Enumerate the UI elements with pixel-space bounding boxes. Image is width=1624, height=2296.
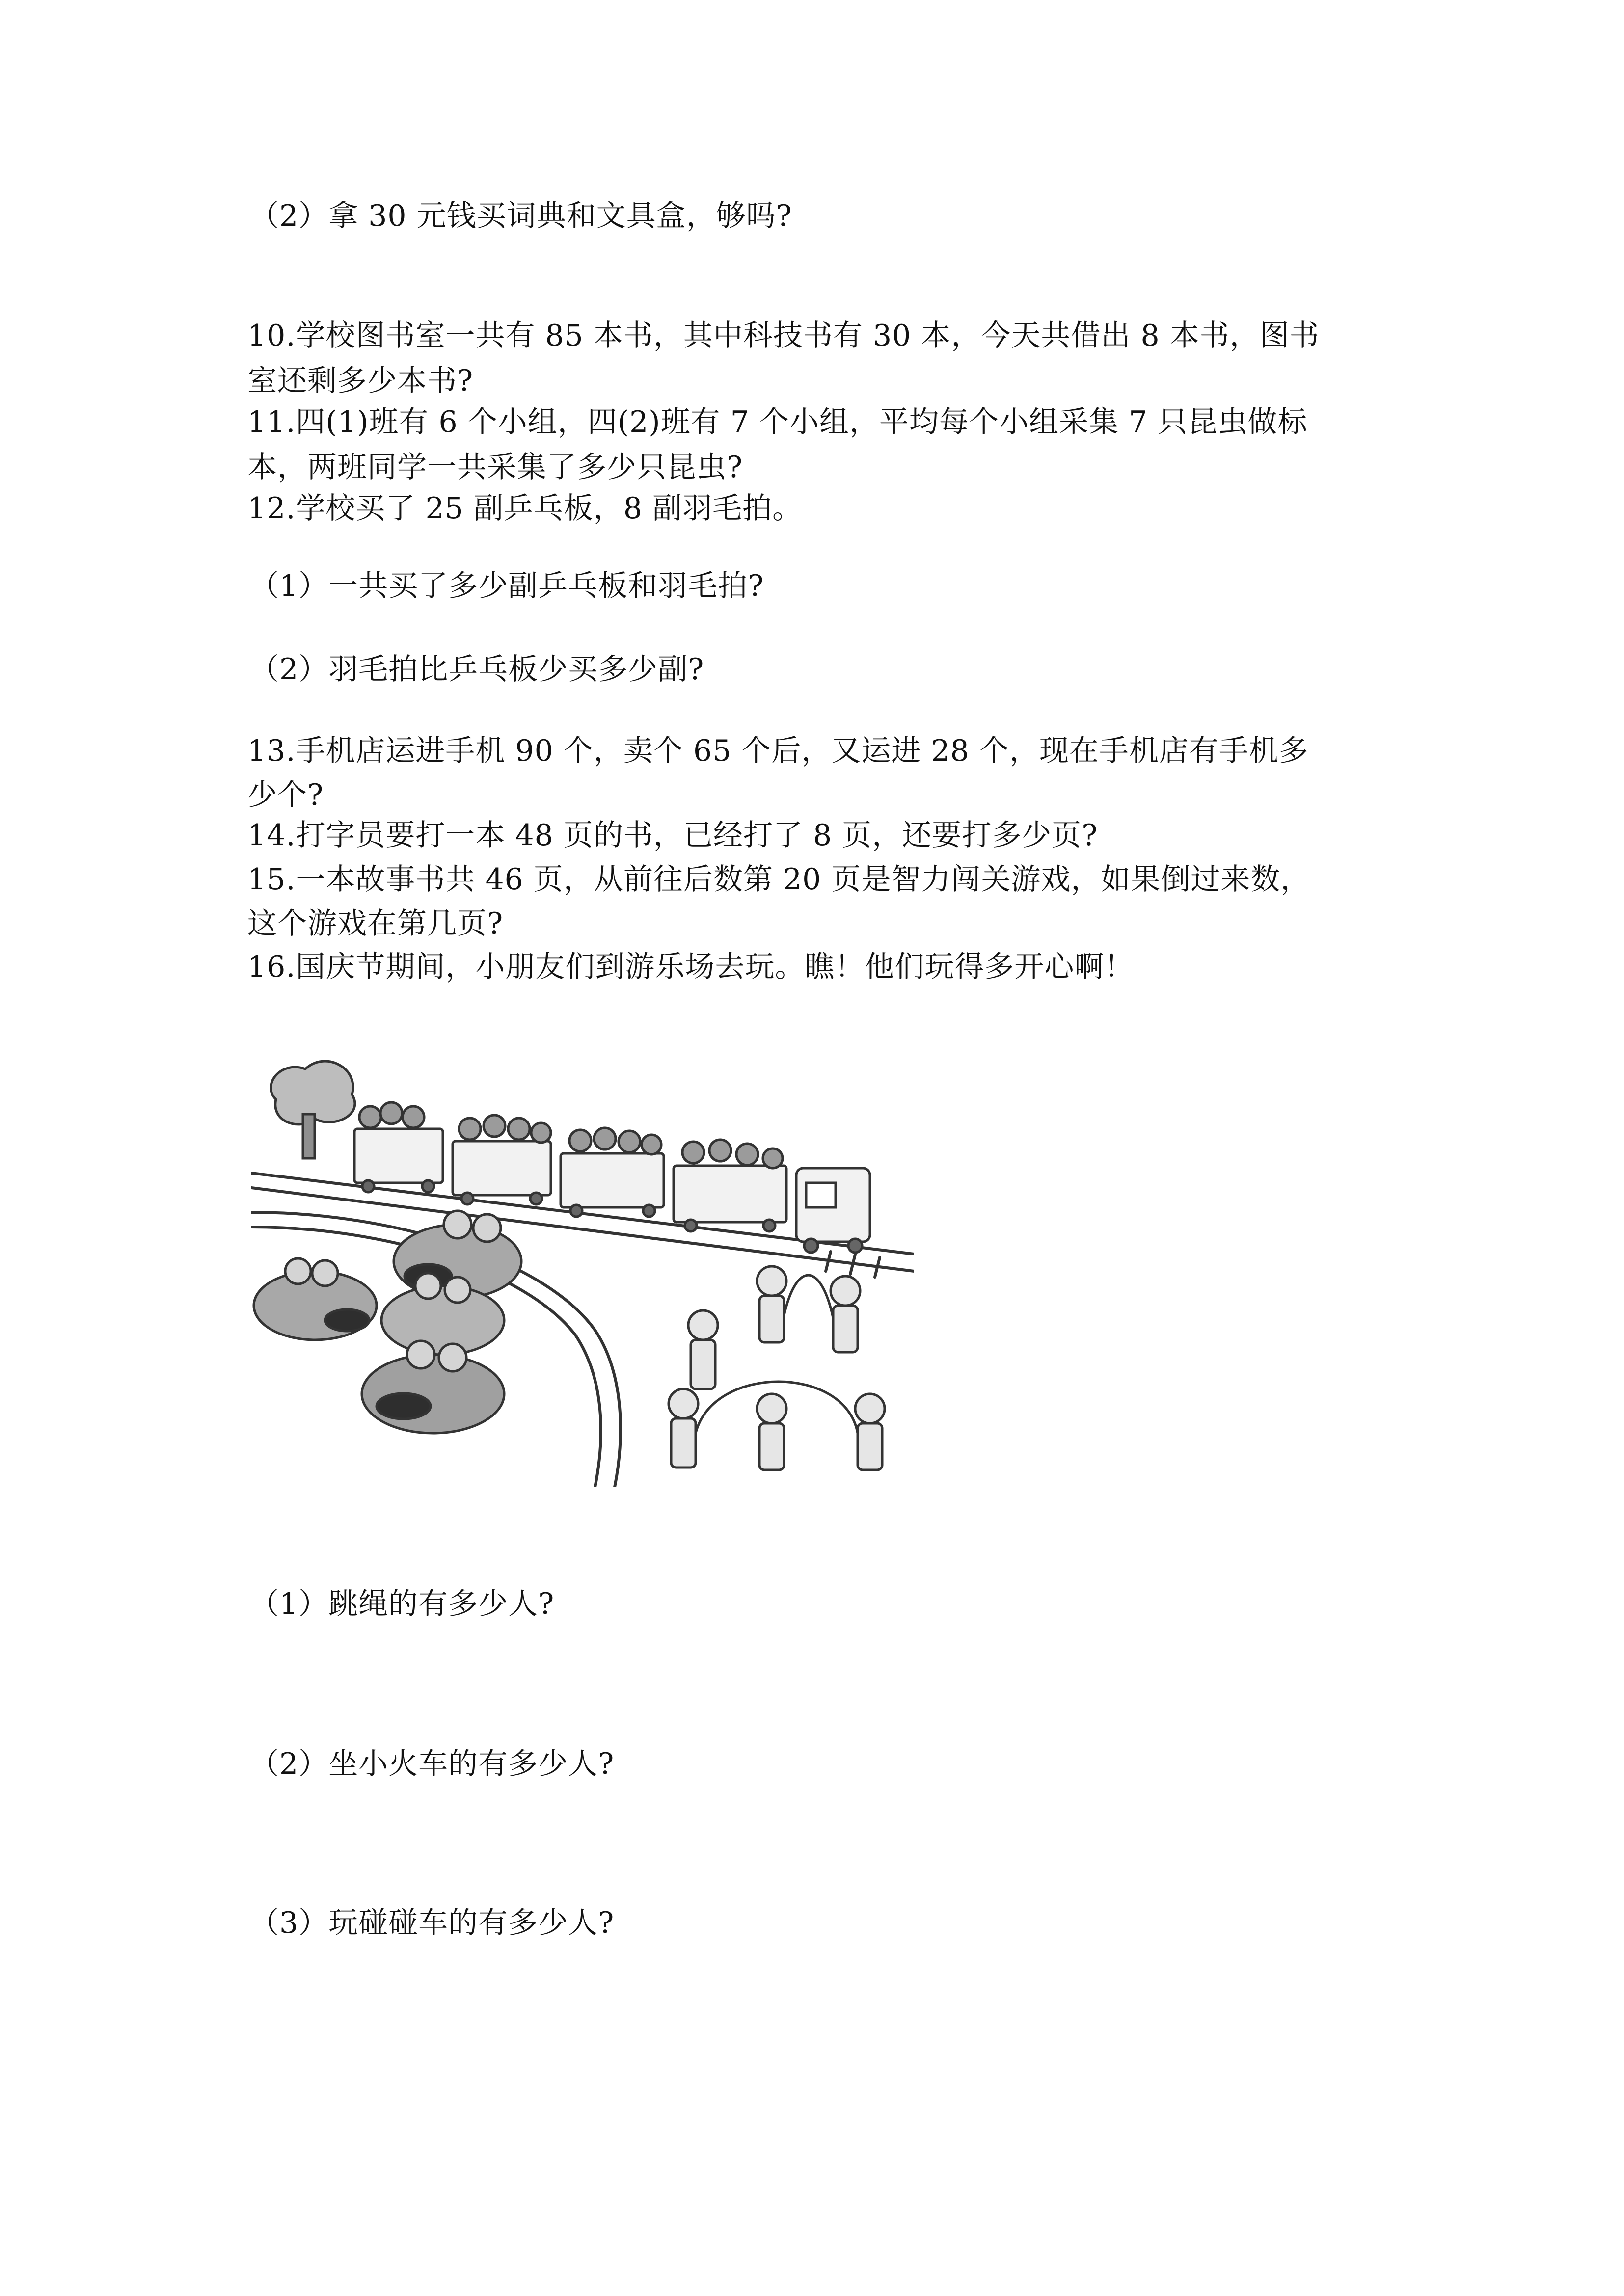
question-9-part-2: （2）拿 30 元钱买词典和文具盒，够吗? — [249, 199, 792, 233]
question-12: 12.学校买了 25 副乒乓板，8 副羽毛拍。 — [247, 491, 803, 526]
question-15-line-1: 15.一本故事书共 46 页，从前往后数第 20 页是智力闯关游戏，如果倒过来数， — [247, 862, 1311, 897]
amusement-park-illustration — [251, 1055, 914, 1487]
question-16-part-1: （1）跳绳的有多少人? — [249, 1587, 555, 1621]
question-10-line-1: 10.学校图书室一共有 85 本书，其中科技书有 30 本，今天共借出 8 本书，图书 — [247, 319, 1320, 353]
question-16-part-3: （3）玩碰碰车的有多少人? — [249, 1906, 615, 1940]
question-13-line-2: 少个? — [247, 778, 324, 812]
tree-trunk — [303, 1114, 315, 1158]
train-locomotive — [796, 1168, 870, 1253]
child-head — [688, 1310, 718, 1340]
question-12-part-2: （2）羽毛拍比乒乓板少买多少副? — [249, 652, 704, 687]
question-14: 14.打字员要打一本 48 页的书，已经打了 8 页，还要打多少页? — [247, 818, 1098, 853]
question-13-line-1: 13.手机店运进手机 90 个，卖个 65 个后，又运进 28 个，现在手机店有手机多 — [247, 734, 1309, 768]
illustration-background — [251, 1055, 914, 1487]
train-car-3 — [561, 1128, 664, 1217]
amusement-park-drawing — [251, 1055, 914, 1487]
question-16: 16.国庆节期间，小朋友们到游乐场去玩。瞧！他们玩得多开心啊！ — [247, 950, 1135, 984]
train-car-4 — [674, 1140, 786, 1231]
train-car-2 — [453, 1115, 551, 1204]
child-body — [691, 1340, 715, 1389]
question-11-line-1: 11.四(1)班有 6 个小组，四(2)班有 7 个小组，平均每个小组采集 7 只昆虫做标 — [247, 405, 1308, 439]
question-12-part-1: （1）一共买了多少副乒乓板和羽毛拍? — [249, 569, 764, 603]
question-16-part-2: （2）坐小火车的有多少人? — [249, 1747, 615, 1781]
question-11-line-2: 本，两班同学一共采集了多少只昆虫? — [247, 450, 743, 484]
question-15-line-2: 这个游戏在第几页? — [247, 907, 504, 941]
question-10-line-2: 室还剩多少本书? — [247, 364, 474, 398]
